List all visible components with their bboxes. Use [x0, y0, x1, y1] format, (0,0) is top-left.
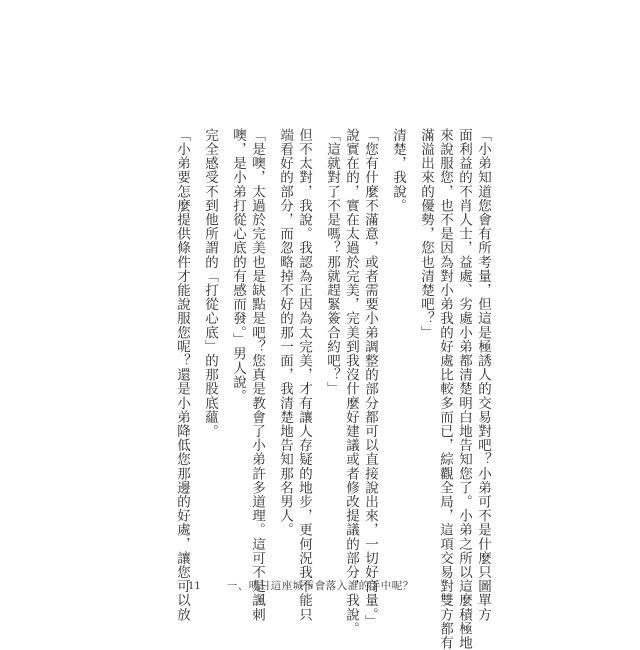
text-column: 噢，是小弟打從心底的有感而發。」男人說。	[230, 128, 246, 404]
text-column: 「小弟知道您會有所考量，但這是極誘人的交易對吧？小弟可不是什麼只圖單方	[475, 128, 491, 622]
text-column: 來說服您，也不是因為對小弟我的好處比較多而已，綜觀全局，這項交易對雙方都有	[437, 128, 453, 650]
running-title: 一、明日這座城市會落入誰的手中呢？	[226, 580, 414, 592]
text-column: 說實在的，實在太過於完美，完美到我沒什麼好建議或者修改提議的部分，我說。	[343, 128, 359, 636]
text-column: 「這就對了不是嗎？那就趕緊簽合約吧？」	[324, 128, 340, 396]
paragraph-gap	[313, 128, 322, 520]
page-footer	[188, 578, 414, 593]
paragraph-gap	[219, 128, 228, 520]
paragraph-gap	[407, 128, 416, 520]
text-column: 「是噢，太過於完美也是缺點是吧？您真是教會了小弟許多道理。這可不是諷刺	[249, 128, 265, 622]
paragraph-gap	[266, 128, 275, 520]
text-column: 清楚，我說。	[390, 128, 406, 213]
text-column: 但不太對，我說。我認為正因為太完美，才有讓人存疑的地步，更何況我不能只	[296, 128, 312, 622]
text-column: 滿溢出來的優勢，您也清楚吧？」	[418, 128, 434, 340]
text-column: 「小弟要怎麼提供條件才能說服您呢？還是小弟降低您那邊的好處，讓您可以放	[174, 128, 190, 622]
page-number: 11	[188, 581, 201, 592]
text-column: 端看好的部分，而忽略掉不好的那一面，我清楚地告知那名男人。	[277, 128, 293, 537]
paragraph-gap	[191, 128, 200, 520]
text-column: 完全感受不到他所謂的「打從心底」的那股底蘊。	[202, 128, 218, 439]
paragraph-gap	[379, 128, 388, 520]
text-column: 「您有什麼不滿意，或者需要小弟調整的部分都可以直接說出來，一切好商量。」	[362, 128, 378, 629]
text-column: 面利益的不肖人士，益處、劣處小弟都清楚明白地告知您了。小弟之所以這麼積極地	[456, 128, 472, 650]
